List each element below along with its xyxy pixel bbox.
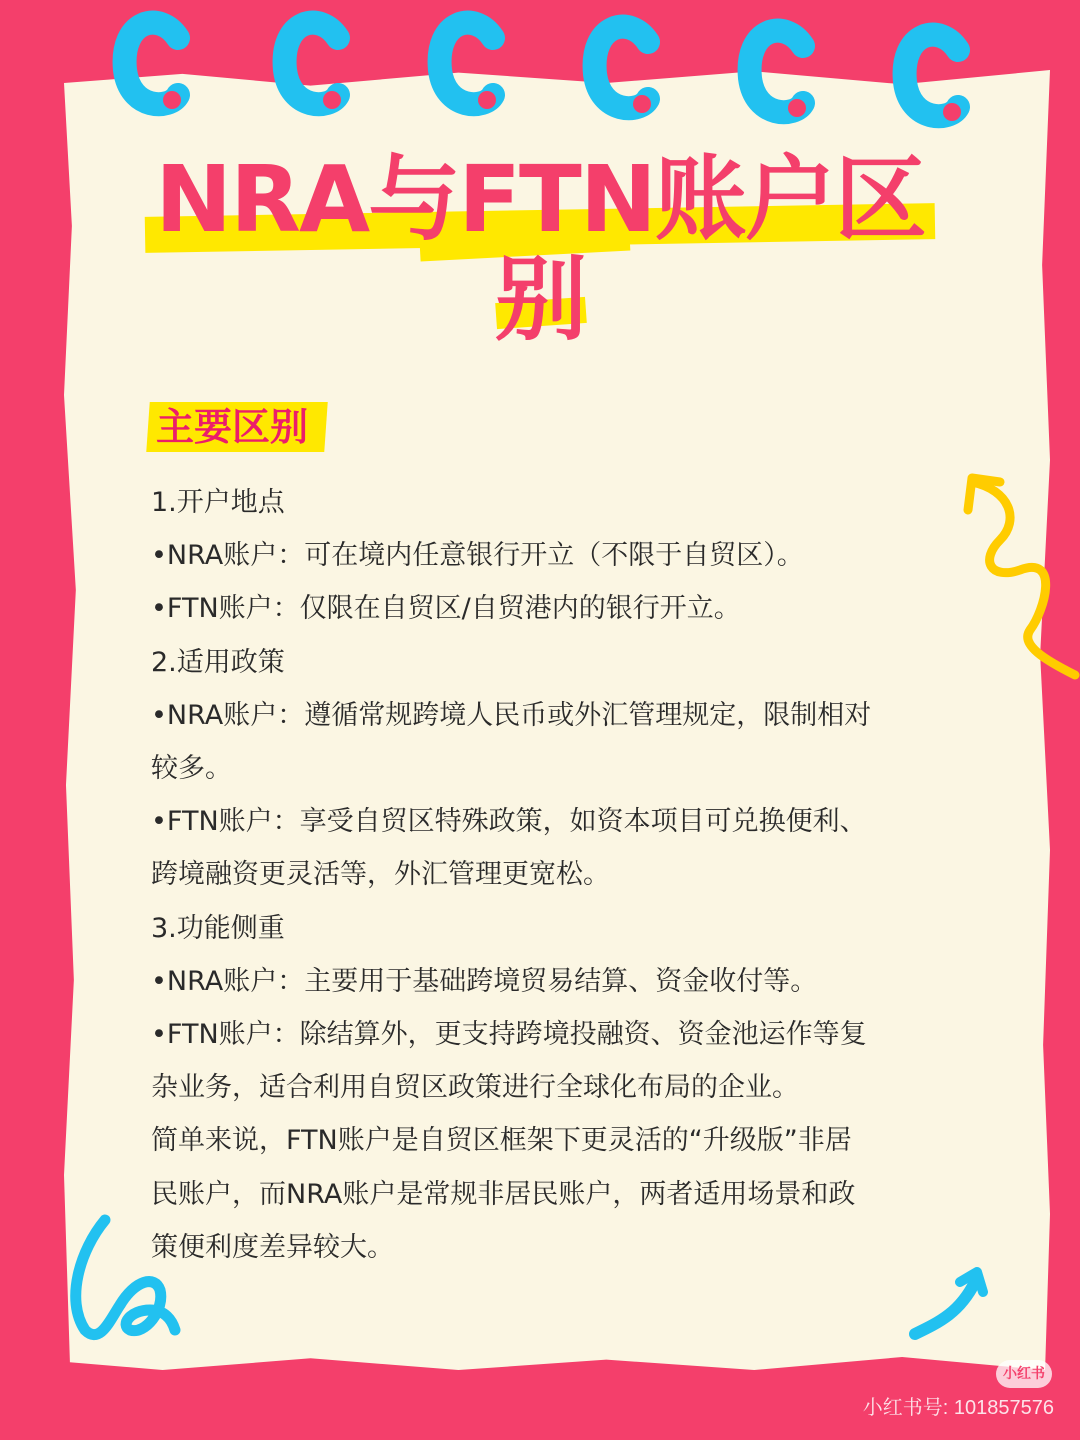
content-line: •NRA账户：主要用于基础跨境贸易结算、资金收付等。 [151, 965, 818, 997]
watermark-id: 小红书号: 101857576 [862, 1397, 1054, 1419]
title-line-1: NRA与FTN账户区 [155, 146, 925, 253]
content-line: 策便利度差异较大。 [151, 1231, 394, 1263]
content-line: 3.功能侧重 [151, 912, 285, 944]
binder-rings [0, 0, 1080, 170]
content-line: 简单来说，FTN账户是自贸区框架下更灵活的“升级版”非居 [151, 1125, 852, 1157]
content-line: 2.适用政策 [151, 646, 285, 678]
content-line: •NRA账户：遵循常规跨境人民币或外汇管理规定，限制相对 [151, 699, 872, 731]
binder-ring-icon [750, 31, 806, 117]
title-block [0, 146, 1080, 353]
binder-ring-icon [285, 23, 341, 109]
content-body [151, 476, 941, 1274]
section-heading-tag [146, 402, 328, 452]
page-title [155, 146, 925, 353]
content-line: •FTN账户：享受自贸区特殊政策，如资本项目可兑换便利、 [151, 806, 867, 838]
content-line: •NRA账户：可在境内任意银行开立（不限于自贸区）。 [151, 540, 804, 572]
blue-arrow-doodle-icon [905, 1262, 995, 1342]
binder-ring-icon [595, 27, 651, 113]
content-line: 1.开户地点 [151, 487, 285, 518]
content-line: •FTN账户：除结算外，更支持跨境投融资、资金池运作等复 [151, 1019, 867, 1051]
binder-ring-icon [440, 23, 496, 109]
binder-ring-icon [905, 35, 961, 121]
content-line: 杂业务，适合利用自贸区政策进行全球化布局的企业。 [151, 1072, 799, 1104]
content-line: 较多。 [151, 753, 232, 785]
content-line: 民账户，而NRA账户是常规非居民账户，两者适用场景和政 [151, 1178, 856, 1210]
content-line: •FTN账户：仅限在自贸区/自贸港内的银行开立。 [151, 593, 741, 625]
binder-ring-icon [125, 23, 181, 109]
blue-loop-doodle-icon [60, 1210, 190, 1350]
yellow-swirl-arrow-icon [950, 460, 1080, 700]
title-line-2: 别 [494, 246, 585, 353]
content-line: 跨境融资更灵活等，外汇管理更宽松。 [151, 859, 610, 891]
section-heading: 主要区别 [156, 405, 309, 449]
xiaohongshu-logo-badge: 小红书 [996, 1360, 1052, 1388]
